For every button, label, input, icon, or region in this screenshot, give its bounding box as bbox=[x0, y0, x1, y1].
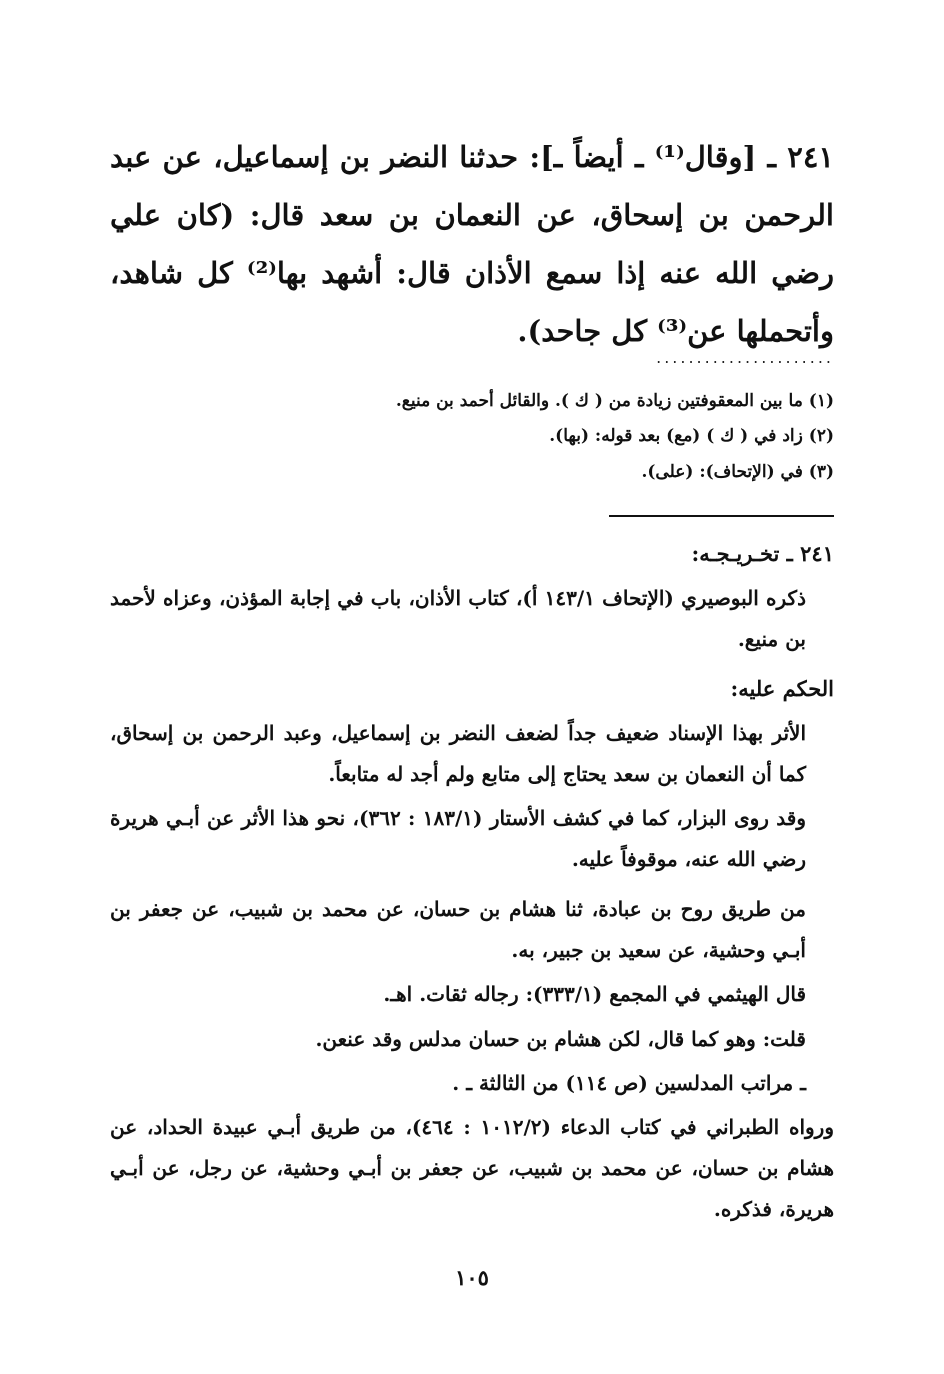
paragraph-2: وقد روى البزار، كما في كشف الأستار (١٨٣/١ : ٣٦٢)، نحو هذا الأثر عن أبـي هريرة رضي الله عنه، موقوفاً عليه. bbox=[110, 806, 806, 871]
takhrij-heading: ٢٤١ ـ تخـريـجـه: bbox=[691, 541, 834, 566]
footnote-separator: ...................... bbox=[656, 348, 834, 367]
footnote-1: (١) ما بين المعقوفتين زيادة من ( ك ). والقائل أحمد بن منيع. bbox=[395, 391, 834, 411]
hadith-text: ٢٤١ ـ [وقال⁽¹⁾ ـ أيضاً ـ]: حدثنا النضر بن إسماعيل، عن عبد الرحمن بن إسحاق، عن النعمان بن سعد قال: (كان علي رضي الله عنه إذا سمع الأذان قال: أشهد بها⁽²⁾ كل شاهد، وأتحملها عن⁽³⁾ كل جاحد). bbox=[110, 140, 835, 348]
qultu-line: قلت: وهو كما قال، لكن هشام بن حسان مدلس وقد عنعن. bbox=[315, 1027, 806, 1051]
haythami-line: قال الهيثمي في المجمع (٣٣٣/١): رجاله ثقات. اهـ. bbox=[383, 982, 806, 1006]
paragraph-1: الأثر بهذا الإسناد ضعيف جداً لضعف النضر بن إسماعيل، وعبد الرحمن بن إسحاق، كما أن النعمان بن سعد يحتاج إلى متابع ولم أجد له متابعاً. bbox=[110, 721, 806, 786]
paragraph-4: ورواه الطبراني في كتاب الدعاء (١٠١٢/٢ : ٤٦٤)، من طريق أبـي عبيدة الحداد، عن هشام بن حسان، عن محمد بن شبيب، عن جعفر بن أبـي وحشية، عن رجل، عن أبـي هريرة، فذكره. bbox=[110, 1115, 834, 1221]
footnote-2: (٢) زاد في ( ك ) (مع) بعد قوله: (بها). bbox=[549, 426, 834, 446]
paragraph-3: من طريق روح بن عبادة، ثنا هشام بن حسان، عن محمد بن شبيب، عن جعفر بن أبـي وحشية، عن سعيد بن جبير، به. bbox=[110, 897, 806, 962]
hukm-heading: الحكم عليه: bbox=[730, 676, 834, 701]
footnote-3: (٣) في (الإتحاف): (على). bbox=[641, 462, 834, 482]
takhrij-text: ذكره البوصيري (الإتحاف ١٤٣/١ أ)، كتاب الأذان، باب في إجابة المؤذن، وعزاه لأحمد بن منيع. bbox=[110, 586, 806, 651]
page-number: ١٠٥ bbox=[455, 1265, 489, 1290]
section-divider bbox=[609, 515, 834, 517]
maratib-line: ـ مراتب المدلسين (ص ١١٤) من الثالثة ـ . bbox=[452, 1071, 806, 1095]
